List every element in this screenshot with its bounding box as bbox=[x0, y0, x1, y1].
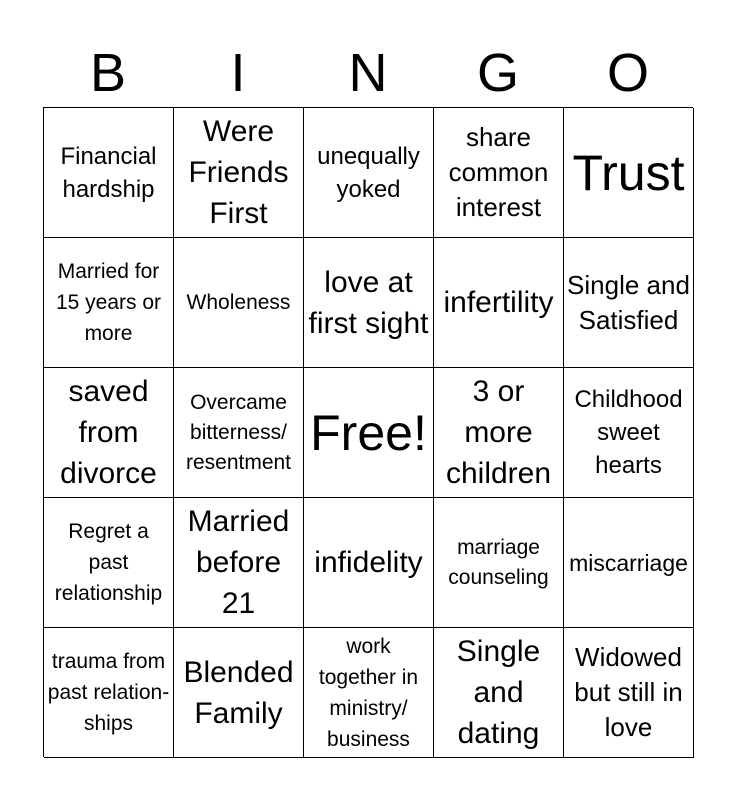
cell-label: share common interest bbox=[448, 122, 549, 222]
bingo-cell-r3c1[interactable] bbox=[44, 368, 174, 498]
cell-label: infertility bbox=[443, 286, 554, 319]
bingo-cell-r2c5[interactable] bbox=[564, 238, 694, 368]
cell-label: Overcame bitterness/ resentment bbox=[185, 390, 292, 474]
header-letter-g: G bbox=[476, 43, 519, 103]
bingo-cell-r5c5[interactable] bbox=[564, 628, 694, 758]
cell-label: work together in ministry/ business bbox=[318, 634, 419, 751]
header-letter-n: N bbox=[348, 43, 388, 103]
cell-label: infidelity bbox=[314, 546, 423, 579]
cell-label: Single and dating bbox=[456, 635, 541, 750]
bingo-cell-r1c1[interactable] bbox=[44, 108, 174, 238]
cell-label: Wholeness bbox=[186, 290, 291, 314]
cell-label: Financial hardship bbox=[60, 142, 157, 203]
bingo-cell-r5c4[interactable] bbox=[434, 628, 564, 758]
cell-label: Blended Family bbox=[183, 655, 294, 730]
bingo-cell-r3c4[interactable] bbox=[434, 368, 564, 498]
cell-label: Trust bbox=[572, 144, 685, 201]
bingo-cell-r2c1[interactable] bbox=[44, 238, 174, 368]
cell-label: Single and Satisfied bbox=[567, 269, 690, 335]
cell-label: Were Friends First bbox=[188, 115, 289, 230]
cell-label: Widowed but still in love bbox=[574, 642, 683, 742]
bingo-cell-r1c2[interactable] bbox=[174, 108, 304, 238]
header-letter-i: I bbox=[230, 43, 246, 103]
bingo-cell-r2c3[interactable] bbox=[304, 238, 434, 368]
bingo-cell-r3c5[interactable] bbox=[564, 368, 694, 498]
bingo-cell-r4c4[interactable] bbox=[434, 498, 564, 628]
bingo-cell-r1c4[interactable] bbox=[434, 108, 564, 238]
cell-label: saved from divorce bbox=[60, 375, 157, 490]
cell-label: Childhood sweet hearts bbox=[574, 386, 683, 479]
bingo-cell-r5c1[interactable] bbox=[44, 628, 174, 758]
cell-label: unequally yoked bbox=[317, 142, 420, 203]
bingo-cell-r2c2[interactable] bbox=[174, 238, 304, 368]
bingo-cell-r5c2[interactable] bbox=[174, 628, 304, 758]
bingo-cell-r4c2[interactable] bbox=[174, 498, 304, 628]
cell-label: Married for 15 years or more bbox=[55, 260, 162, 345]
bingo-cell-r1c3[interactable] bbox=[304, 108, 434, 238]
bingo-header bbox=[43, 40, 693, 106]
cell-label: miscarriage bbox=[569, 549, 688, 576]
cell-label: marriage counseling bbox=[448, 535, 549, 589]
cell-label: Married before 21 bbox=[187, 505, 290, 620]
bingo-cell-r2c4[interactable] bbox=[434, 238, 564, 368]
cell-label: Regret a past relationship bbox=[54, 520, 163, 605]
bingo-cell-r3c2[interactable] bbox=[174, 368, 304, 498]
cell-label: 3 or more children bbox=[445, 375, 552, 490]
bingo-cell-r5c3[interactable] bbox=[304, 628, 434, 758]
bingo-cell-r1c5[interactable] bbox=[564, 108, 694, 238]
bingo-cell-r4c3[interactable] bbox=[304, 498, 434, 628]
cell-label: trauma from past relation- ships bbox=[47, 650, 170, 735]
bingo-cell-r4c1[interactable] bbox=[44, 498, 174, 628]
header-letter-o: O bbox=[606, 43, 649, 103]
header-letter-b: B bbox=[89, 43, 127, 103]
cell-label: love at first sight bbox=[308, 265, 429, 340]
bingo-cell-r4c5[interactable] bbox=[564, 498, 694, 628]
free-space-label: Free! bbox=[310, 404, 427, 461]
bingo-cell-free[interactable] bbox=[304, 368, 434, 498]
bingo-board bbox=[43, 107, 693, 757]
